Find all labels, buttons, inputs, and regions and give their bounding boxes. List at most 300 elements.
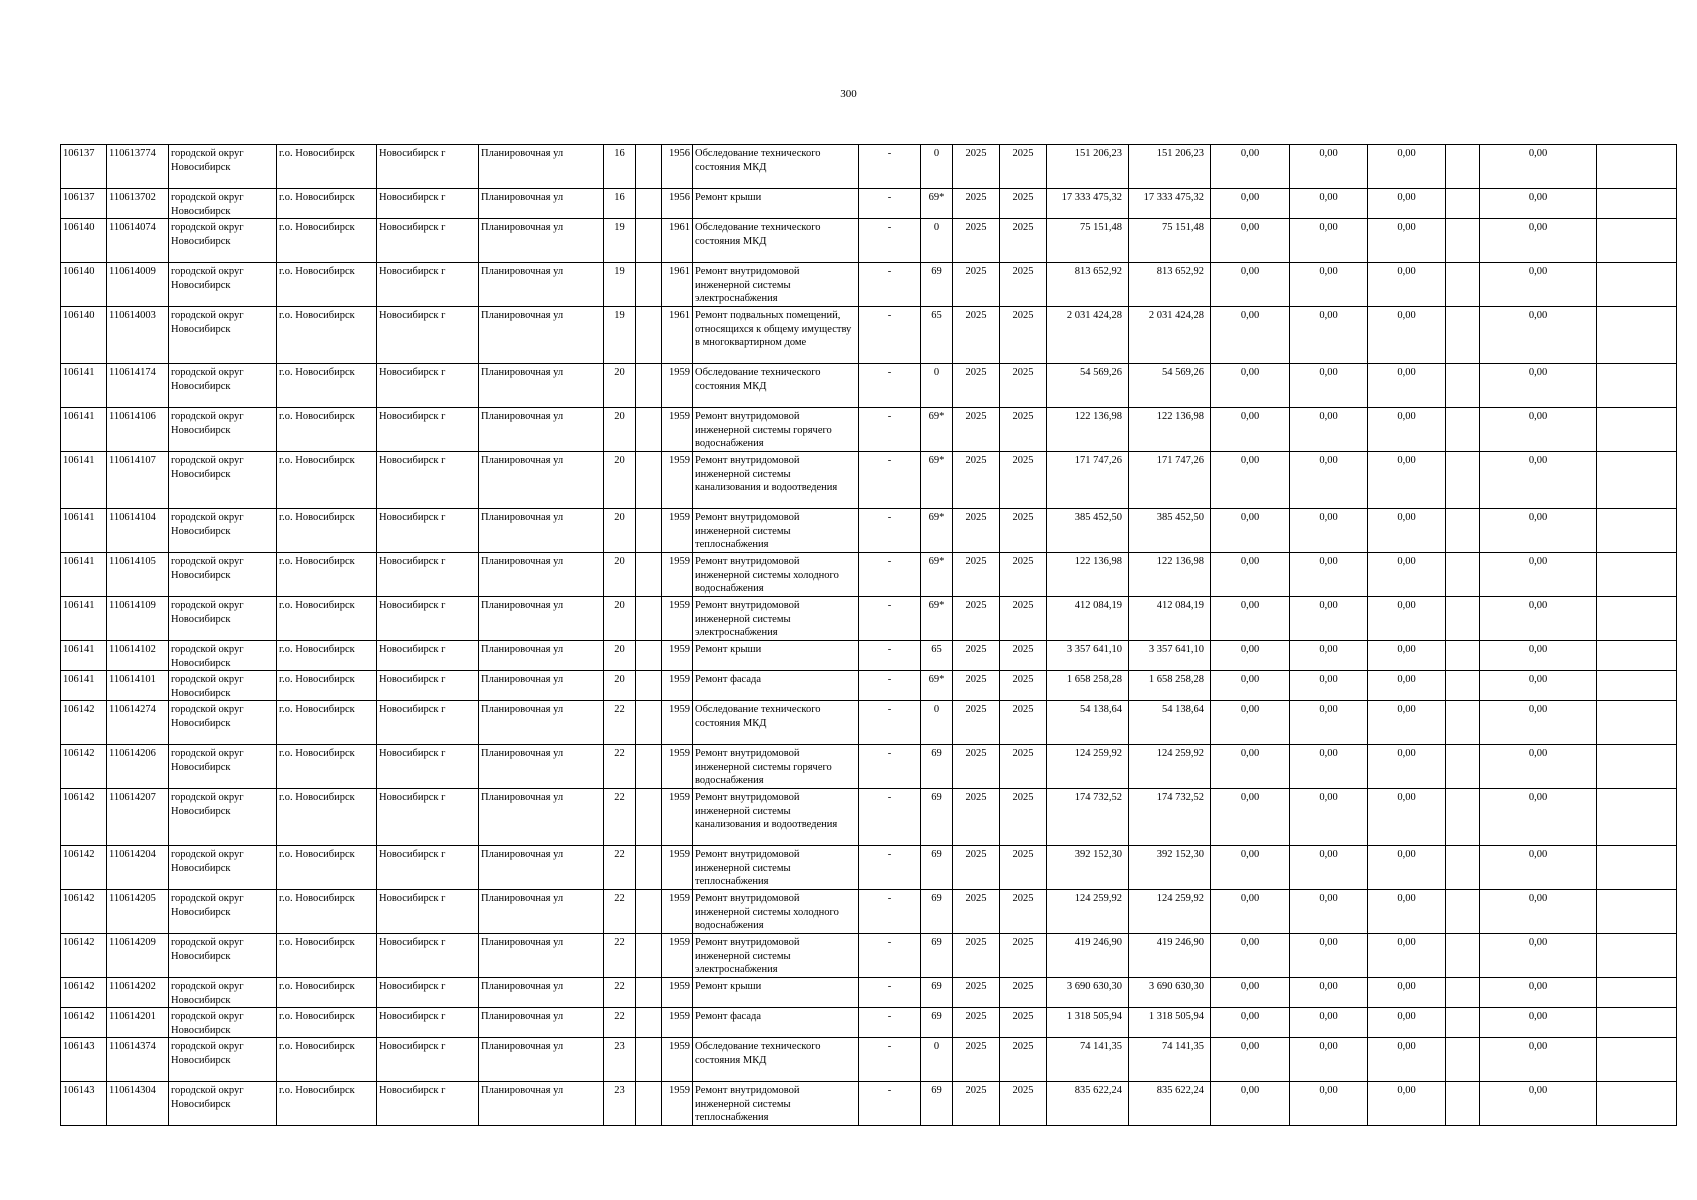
table-row: [61, 789, 1677, 846]
empty-cell: [1446, 934, 1480, 978]
street-cell: Планировочная ул: [479, 553, 604, 597]
building-cell: [636, 671, 662, 701]
regional-funds-cell: 0,00: [1290, 189, 1368, 219]
dash-cell: -: [859, 145, 921, 189]
settlement-cell: Новосибирск г: [377, 189, 479, 219]
building-cell: [636, 145, 662, 189]
work-type-cell: Обследование технического состояния МКД: [693, 145, 859, 189]
total-cost-cell: 835 622,24: [1047, 1082, 1129, 1126]
year-end-cell: 2025: [1000, 189, 1047, 219]
local-funds-cell: 0,00: [1368, 978, 1446, 1008]
owner-funds-cell: 0,00: [1480, 553, 1597, 597]
id-cell: 106140: [61, 307, 107, 364]
empty-cell-last: [1597, 701, 1677, 745]
wear-cell: 69: [921, 263, 953, 307]
federal-funds-cell: 0,00: [1211, 671, 1290, 701]
local-funds-cell: 0,00: [1368, 509, 1446, 553]
fund-cost-cell: 17 333 475,32: [1129, 189, 1211, 219]
federal-funds-cell: 0,00: [1211, 934, 1290, 978]
settlement-cell: Новосибирск г: [377, 846, 479, 890]
work-type-cell: Ремонт внутридомовой инженерной системы холодного водоснабжения: [693, 553, 859, 597]
house-number-cell: 22: [604, 701, 636, 745]
municipality-cell: городской округ Новосибирск: [169, 597, 277, 641]
table-row: [61, 597, 1677, 641]
municipality-cell: городской округ Новосибирск: [169, 189, 277, 219]
year-built-cell: 1959: [662, 641, 693, 671]
year-built-cell: 1959: [662, 846, 693, 890]
regional-funds-cell: 0,00: [1290, 553, 1368, 597]
fund-cost-cell: 122 136,98: [1129, 553, 1211, 597]
empty-cell-last: [1597, 745, 1677, 789]
year-start-cell: 2025: [953, 1008, 1000, 1038]
year-end-cell: 2025: [1000, 364, 1047, 408]
wear-cell: 0: [921, 145, 953, 189]
total-cost-cell: 75 151,48: [1047, 219, 1129, 263]
empty-cell: [1446, 1008, 1480, 1038]
year-end-cell: 2025: [1000, 641, 1047, 671]
id-cell: 106142: [61, 1008, 107, 1038]
regional-funds-cell: 0,00: [1290, 671, 1368, 701]
work-type-cell: Ремонт внутридомовой инженерной системы электроснабжения: [693, 263, 859, 307]
year-end-cell: 2025: [1000, 408, 1047, 452]
year-end-cell: 2025: [1000, 846, 1047, 890]
building-cell: [636, 934, 662, 978]
house-number-cell: 19: [604, 263, 636, 307]
id-cell: 106141: [61, 364, 107, 408]
local-funds-cell: 0,00: [1368, 263, 1446, 307]
wear-cell: 0: [921, 1038, 953, 1082]
local-funds-cell: 0,00: [1368, 934, 1446, 978]
municipality-cell: городской округ Новосибирск: [169, 1082, 277, 1126]
building-cell: [636, 890, 662, 934]
dash-cell: -: [859, 509, 921, 553]
federal-funds-cell: 0,00: [1211, 597, 1290, 641]
work-type-cell: Ремонт фасада: [693, 671, 859, 701]
empty-cell: [1446, 1038, 1480, 1082]
table-row: [61, 934, 1677, 978]
settlement-cell: Новосибирск г: [377, 934, 479, 978]
federal-funds-cell: 0,00: [1211, 1038, 1290, 1082]
regional-funds-cell: 0,00: [1290, 1008, 1368, 1038]
empty-cell-last: [1597, 890, 1677, 934]
building-cell: [636, 509, 662, 553]
code-cell: 110614201: [107, 1008, 169, 1038]
empty-cell: [1446, 846, 1480, 890]
settlement-cell: Новосибирск г: [377, 408, 479, 452]
empty-cell-last: [1597, 1038, 1677, 1082]
house-number-cell: 22: [604, 934, 636, 978]
owner-funds-cell: 0,00: [1480, 307, 1597, 364]
total-cost-cell: 419 246,90: [1047, 934, 1129, 978]
owner-funds-cell: 0,00: [1480, 408, 1597, 452]
street-cell: Планировочная ул: [479, 364, 604, 408]
total-cost-cell: 3 690 630,30: [1047, 978, 1129, 1008]
municipality-cell: городской округ Новосибирск: [169, 307, 277, 364]
wear-cell: 69: [921, 890, 953, 934]
street-cell: Планировочная ул: [479, 509, 604, 553]
settlement-cell: Новосибирск г: [377, 789, 479, 846]
building-cell: [636, 1008, 662, 1038]
year-end-cell: 2025: [1000, 934, 1047, 978]
house-number-cell: 22: [604, 846, 636, 890]
fund-cost-cell: 171 747,26: [1129, 452, 1211, 509]
settlement-cell: Новосибирск г: [377, 701, 479, 745]
dash-cell: -: [859, 307, 921, 364]
municipality-cell: городской округ Новосибирск: [169, 789, 277, 846]
district-cell: г.о. Новосибирск: [277, 145, 377, 189]
total-cost-cell: 54 569,26: [1047, 364, 1129, 408]
total-cost-cell: 174 732,52: [1047, 789, 1129, 846]
street-cell: Планировочная ул: [479, 745, 604, 789]
fund-cost-cell: 3 357 641,10: [1129, 641, 1211, 671]
owner-funds-cell: 0,00: [1480, 145, 1597, 189]
fund-cost-cell: 1 318 505,94: [1129, 1008, 1211, 1038]
code-cell: 110614207: [107, 789, 169, 846]
district-cell: г.о. Новосибирск: [277, 364, 377, 408]
settlement-cell: Новосибирск г: [377, 452, 479, 509]
fund-cost-cell: 385 452,50: [1129, 509, 1211, 553]
local-funds-cell: 0,00: [1368, 553, 1446, 597]
street-cell: Планировочная ул: [479, 934, 604, 978]
municipality-cell: городской округ Новосибирск: [169, 1038, 277, 1082]
year-start-cell: 2025: [953, 671, 1000, 701]
street-cell: Планировочная ул: [479, 1082, 604, 1126]
federal-funds-cell: 0,00: [1211, 1082, 1290, 1126]
id-cell: 106141: [61, 408, 107, 452]
year-built-cell: 1959: [662, 553, 693, 597]
building-cell: [636, 408, 662, 452]
year-end-cell: 2025: [1000, 789, 1047, 846]
local-funds-cell: 0,00: [1368, 307, 1446, 364]
building-cell: [636, 701, 662, 745]
regional-funds-cell: 0,00: [1290, 890, 1368, 934]
owner-funds-cell: 0,00: [1480, 509, 1597, 553]
fund-cost-cell: 1 658 258,28: [1129, 671, 1211, 701]
regional-funds-cell: 0,00: [1290, 597, 1368, 641]
total-cost-cell: 122 136,98: [1047, 408, 1129, 452]
year-end-cell: 2025: [1000, 701, 1047, 745]
owner-funds-cell: 0,00: [1480, 934, 1597, 978]
work-type-cell: Ремонт крыши: [693, 978, 859, 1008]
wear-cell: 69: [921, 846, 953, 890]
owner-funds-cell: 0,00: [1480, 1008, 1597, 1038]
id-cell: 106142: [61, 789, 107, 846]
empty-cell-last: [1597, 408, 1677, 452]
federal-funds-cell: 0,00: [1211, 263, 1290, 307]
house-number-cell: 20: [604, 364, 636, 408]
work-type-cell: Обследование технического состояния МКД: [693, 1038, 859, 1082]
street-cell: Планировочная ул: [479, 978, 604, 1008]
empty-cell-last: [1597, 307, 1677, 364]
house-number-cell: 16: [604, 145, 636, 189]
house-number-cell: 20: [604, 408, 636, 452]
code-cell: 110614003: [107, 307, 169, 364]
district-cell: г.о. Новосибирск: [277, 452, 377, 509]
id-cell: 106141: [61, 553, 107, 597]
dash-cell: -: [859, 846, 921, 890]
street-cell: Планировочная ул: [479, 701, 604, 745]
building-cell: [636, 189, 662, 219]
wear-cell: 69*: [921, 509, 953, 553]
owner-funds-cell: 0,00: [1480, 452, 1597, 509]
code-cell: 110614105: [107, 553, 169, 597]
code-cell: 110613774: [107, 145, 169, 189]
street-cell: Планировочная ул: [479, 263, 604, 307]
total-cost-cell: 124 259,92: [1047, 745, 1129, 789]
house-number-cell: 20: [604, 671, 636, 701]
house-number-cell: 16: [604, 189, 636, 219]
year-built-cell: 1959: [662, 408, 693, 452]
house-number-cell: 22: [604, 745, 636, 789]
settlement-cell: Новосибирск г: [377, 641, 479, 671]
year-start-cell: 2025: [953, 934, 1000, 978]
municipality-cell: городской округ Новосибирск: [169, 553, 277, 597]
year-built-cell: 1959: [662, 701, 693, 745]
settlement-cell: Новосибирск г: [377, 890, 479, 934]
municipality-cell: городской округ Новосибирск: [169, 263, 277, 307]
local-funds-cell: 0,00: [1368, 145, 1446, 189]
id-cell: 106141: [61, 452, 107, 509]
year-built-cell: 1956: [662, 145, 693, 189]
total-cost-cell: 412 084,19: [1047, 597, 1129, 641]
empty-cell: [1446, 408, 1480, 452]
year-built-cell: 1959: [662, 509, 693, 553]
work-type-cell: Ремонт внутридомовой инженерной системы канализования и водоотведения: [693, 452, 859, 509]
empty-cell-last: [1597, 597, 1677, 641]
local-funds-cell: 0,00: [1368, 189, 1446, 219]
work-type-cell: Ремонт внутридомовой инженерной системы электроснабжения: [693, 597, 859, 641]
work-type-cell: Ремонт подвальных помещений, относящихся к общему имуществу в многоквартирном доме: [693, 307, 859, 364]
year-built-cell: 1956: [662, 189, 693, 219]
year-start-cell: 2025: [953, 890, 1000, 934]
house-number-cell: 20: [604, 509, 636, 553]
empty-cell-last: [1597, 364, 1677, 408]
local-funds-cell: 0,00: [1368, 671, 1446, 701]
year-end-cell: 2025: [1000, 553, 1047, 597]
building-cell: [636, 263, 662, 307]
total-cost-cell: 392 152,30: [1047, 846, 1129, 890]
wear-cell: 69*: [921, 671, 953, 701]
empty-cell: [1446, 364, 1480, 408]
work-type-cell: Обследование технического состояния МКД: [693, 701, 859, 745]
federal-funds-cell: 0,00: [1211, 307, 1290, 364]
empty-cell: [1446, 641, 1480, 671]
code-cell: 110614102: [107, 641, 169, 671]
code-cell: 110614202: [107, 978, 169, 1008]
empty-cell: [1446, 307, 1480, 364]
street-cell: Планировочная ул: [479, 890, 604, 934]
federal-funds-cell: 0,00: [1211, 745, 1290, 789]
year-start-cell: 2025: [953, 553, 1000, 597]
local-funds-cell: 0,00: [1368, 364, 1446, 408]
year-start-cell: 2025: [953, 745, 1000, 789]
district-cell: г.о. Новосибирск: [277, 934, 377, 978]
federal-funds-cell: 0,00: [1211, 145, 1290, 189]
code-cell: 110614204: [107, 846, 169, 890]
work-type-cell: Ремонт фасада: [693, 1008, 859, 1038]
house-number-cell: 22: [604, 789, 636, 846]
year-built-cell: 1961: [662, 307, 693, 364]
wear-cell: 69: [921, 789, 953, 846]
regional-funds-cell: 0,00: [1290, 509, 1368, 553]
building-cell: [636, 597, 662, 641]
empty-cell-last: [1597, 452, 1677, 509]
work-type-cell: Ремонт внутридомовой инженерной системы теплоснабжения: [693, 1082, 859, 1126]
dash-cell: -: [859, 364, 921, 408]
settlement-cell: Новосибирск г: [377, 145, 479, 189]
id-cell: 106142: [61, 890, 107, 934]
street-cell: Планировочная ул: [479, 189, 604, 219]
owner-funds-cell: 0,00: [1480, 263, 1597, 307]
year-start-cell: 2025: [953, 219, 1000, 263]
id-cell: 106142: [61, 745, 107, 789]
district-cell: г.о. Новосибирск: [277, 846, 377, 890]
regional-funds-cell: 0,00: [1290, 145, 1368, 189]
local-funds-cell: 0,00: [1368, 452, 1446, 509]
local-funds-cell: 0,00: [1368, 1082, 1446, 1126]
local-funds-cell: 0,00: [1368, 846, 1446, 890]
wear-cell: 69*: [921, 408, 953, 452]
total-cost-cell: 124 259,92: [1047, 890, 1129, 934]
wear-cell: 0: [921, 219, 953, 263]
year-end-cell: 2025: [1000, 597, 1047, 641]
federal-funds-cell: 0,00: [1211, 553, 1290, 597]
empty-cell-last: [1597, 671, 1677, 701]
municipality-cell: городской округ Новосибирск: [169, 452, 277, 509]
id-cell: 106142: [61, 846, 107, 890]
federal-funds-cell: 0,00: [1211, 509, 1290, 553]
fund-cost-cell: 74 141,35: [1129, 1038, 1211, 1082]
dash-cell: -: [859, 1082, 921, 1126]
year-end-cell: 2025: [1000, 219, 1047, 263]
registry-table-body: [61, 145, 1677, 1126]
wear-cell: 69*: [921, 597, 953, 641]
id-cell: 106141: [61, 597, 107, 641]
empty-cell: [1446, 978, 1480, 1008]
code-cell: 110613702: [107, 189, 169, 219]
id-cell: 106142: [61, 934, 107, 978]
work-type-cell: Ремонт внутридомовой инженерной системы теплоснабжения: [693, 846, 859, 890]
district-cell: г.о. Новосибирск: [277, 1082, 377, 1126]
total-cost-cell: 1 658 258,28: [1047, 671, 1129, 701]
owner-funds-cell: 0,00: [1480, 671, 1597, 701]
regional-funds-cell: 0,00: [1290, 263, 1368, 307]
wear-cell: 69*: [921, 452, 953, 509]
year-start-cell: 2025: [953, 846, 1000, 890]
year-start-cell: 2025: [953, 509, 1000, 553]
district-cell: г.о. Новосибирск: [277, 890, 377, 934]
building-cell: [636, 1038, 662, 1082]
building-cell: [636, 1082, 662, 1126]
fund-cost-cell: 124 259,92: [1129, 745, 1211, 789]
fund-cost-cell: 412 084,19: [1129, 597, 1211, 641]
id-cell: 106143: [61, 1038, 107, 1082]
table-row: [61, 307, 1677, 364]
dash-cell: -: [859, 263, 921, 307]
empty-cell-last: [1597, 553, 1677, 597]
regional-funds-cell: 0,00: [1290, 745, 1368, 789]
federal-funds-cell: 0,00: [1211, 789, 1290, 846]
year-start-cell: 2025: [953, 408, 1000, 452]
fund-cost-cell: 419 246,90: [1129, 934, 1211, 978]
code-cell: 110614374: [107, 1038, 169, 1082]
wear-cell: 69: [921, 1082, 953, 1126]
regional-funds-cell: 0,00: [1290, 701, 1368, 745]
dash-cell: -: [859, 189, 921, 219]
table-row: [61, 671, 1677, 701]
owner-funds-cell: 0,00: [1480, 189, 1597, 219]
house-number-cell: 22: [604, 890, 636, 934]
fund-cost-cell: 151 206,23: [1129, 145, 1211, 189]
id-cell: 106137: [61, 189, 107, 219]
district-cell: г.о. Новосибирск: [277, 263, 377, 307]
year-end-cell: 2025: [1000, 1008, 1047, 1038]
empty-cell: [1446, 671, 1480, 701]
settlement-cell: Новосибирск г: [377, 219, 479, 263]
id-cell: 106143: [61, 1082, 107, 1126]
page-number: 300: [840, 88, 857, 100]
municipality-cell: городской округ Новосибирск: [169, 701, 277, 745]
table-row: [61, 553, 1677, 597]
year-end-cell: 2025: [1000, 978, 1047, 1008]
street-cell: Планировочная ул: [479, 597, 604, 641]
building-cell: [636, 846, 662, 890]
district-cell: г.о. Новосибирск: [277, 671, 377, 701]
empty-cell: [1446, 189, 1480, 219]
settlement-cell: Новосибирск г: [377, 553, 479, 597]
total-cost-cell: 385 452,50: [1047, 509, 1129, 553]
dash-cell: -: [859, 671, 921, 701]
house-number-cell: 19: [604, 219, 636, 263]
municipality-cell: городской округ Новосибирск: [169, 890, 277, 934]
empty-cell-last: [1597, 145, 1677, 189]
year-start-cell: 2025: [953, 641, 1000, 671]
work-type-cell: Ремонт внутридомовой инженерной системы канализования и водоотведения: [693, 789, 859, 846]
table-row: [61, 263, 1677, 307]
dash-cell: -: [859, 934, 921, 978]
year-start-cell: 2025: [953, 978, 1000, 1008]
empty-cell-last: [1597, 978, 1677, 1008]
year-built-cell: 1959: [662, 671, 693, 701]
table-row: [61, 145, 1677, 189]
dash-cell: -: [859, 553, 921, 597]
year-built-cell: 1959: [662, 934, 693, 978]
empty-cell: [1446, 890, 1480, 934]
building-cell: [636, 745, 662, 789]
owner-funds-cell: 0,00: [1480, 978, 1597, 1008]
table-row: [61, 701, 1677, 745]
street-cell: Планировочная ул: [479, 1008, 604, 1038]
fund-cost-cell: 392 152,30: [1129, 846, 1211, 890]
table-row: [61, 1008, 1677, 1038]
district-cell: г.о. Новосибирск: [277, 978, 377, 1008]
federal-funds-cell: 0,00: [1211, 978, 1290, 1008]
house-number-cell: 20: [604, 553, 636, 597]
year-end-cell: 2025: [1000, 1038, 1047, 1082]
id-cell: 106141: [61, 509, 107, 553]
table-row: [61, 1038, 1677, 1082]
street-cell: Планировочная ул: [479, 145, 604, 189]
work-type-cell: Ремонт крыши: [693, 189, 859, 219]
house-number-cell: 19: [604, 307, 636, 364]
owner-funds-cell: 0,00: [1480, 846, 1597, 890]
local-funds-cell: 0,00: [1368, 745, 1446, 789]
empty-cell: [1446, 789, 1480, 846]
year-end-cell: 2025: [1000, 263, 1047, 307]
district-cell: г.о. Новосибирск: [277, 789, 377, 846]
code-cell: 110614206: [107, 745, 169, 789]
wear-cell: 69*: [921, 189, 953, 219]
